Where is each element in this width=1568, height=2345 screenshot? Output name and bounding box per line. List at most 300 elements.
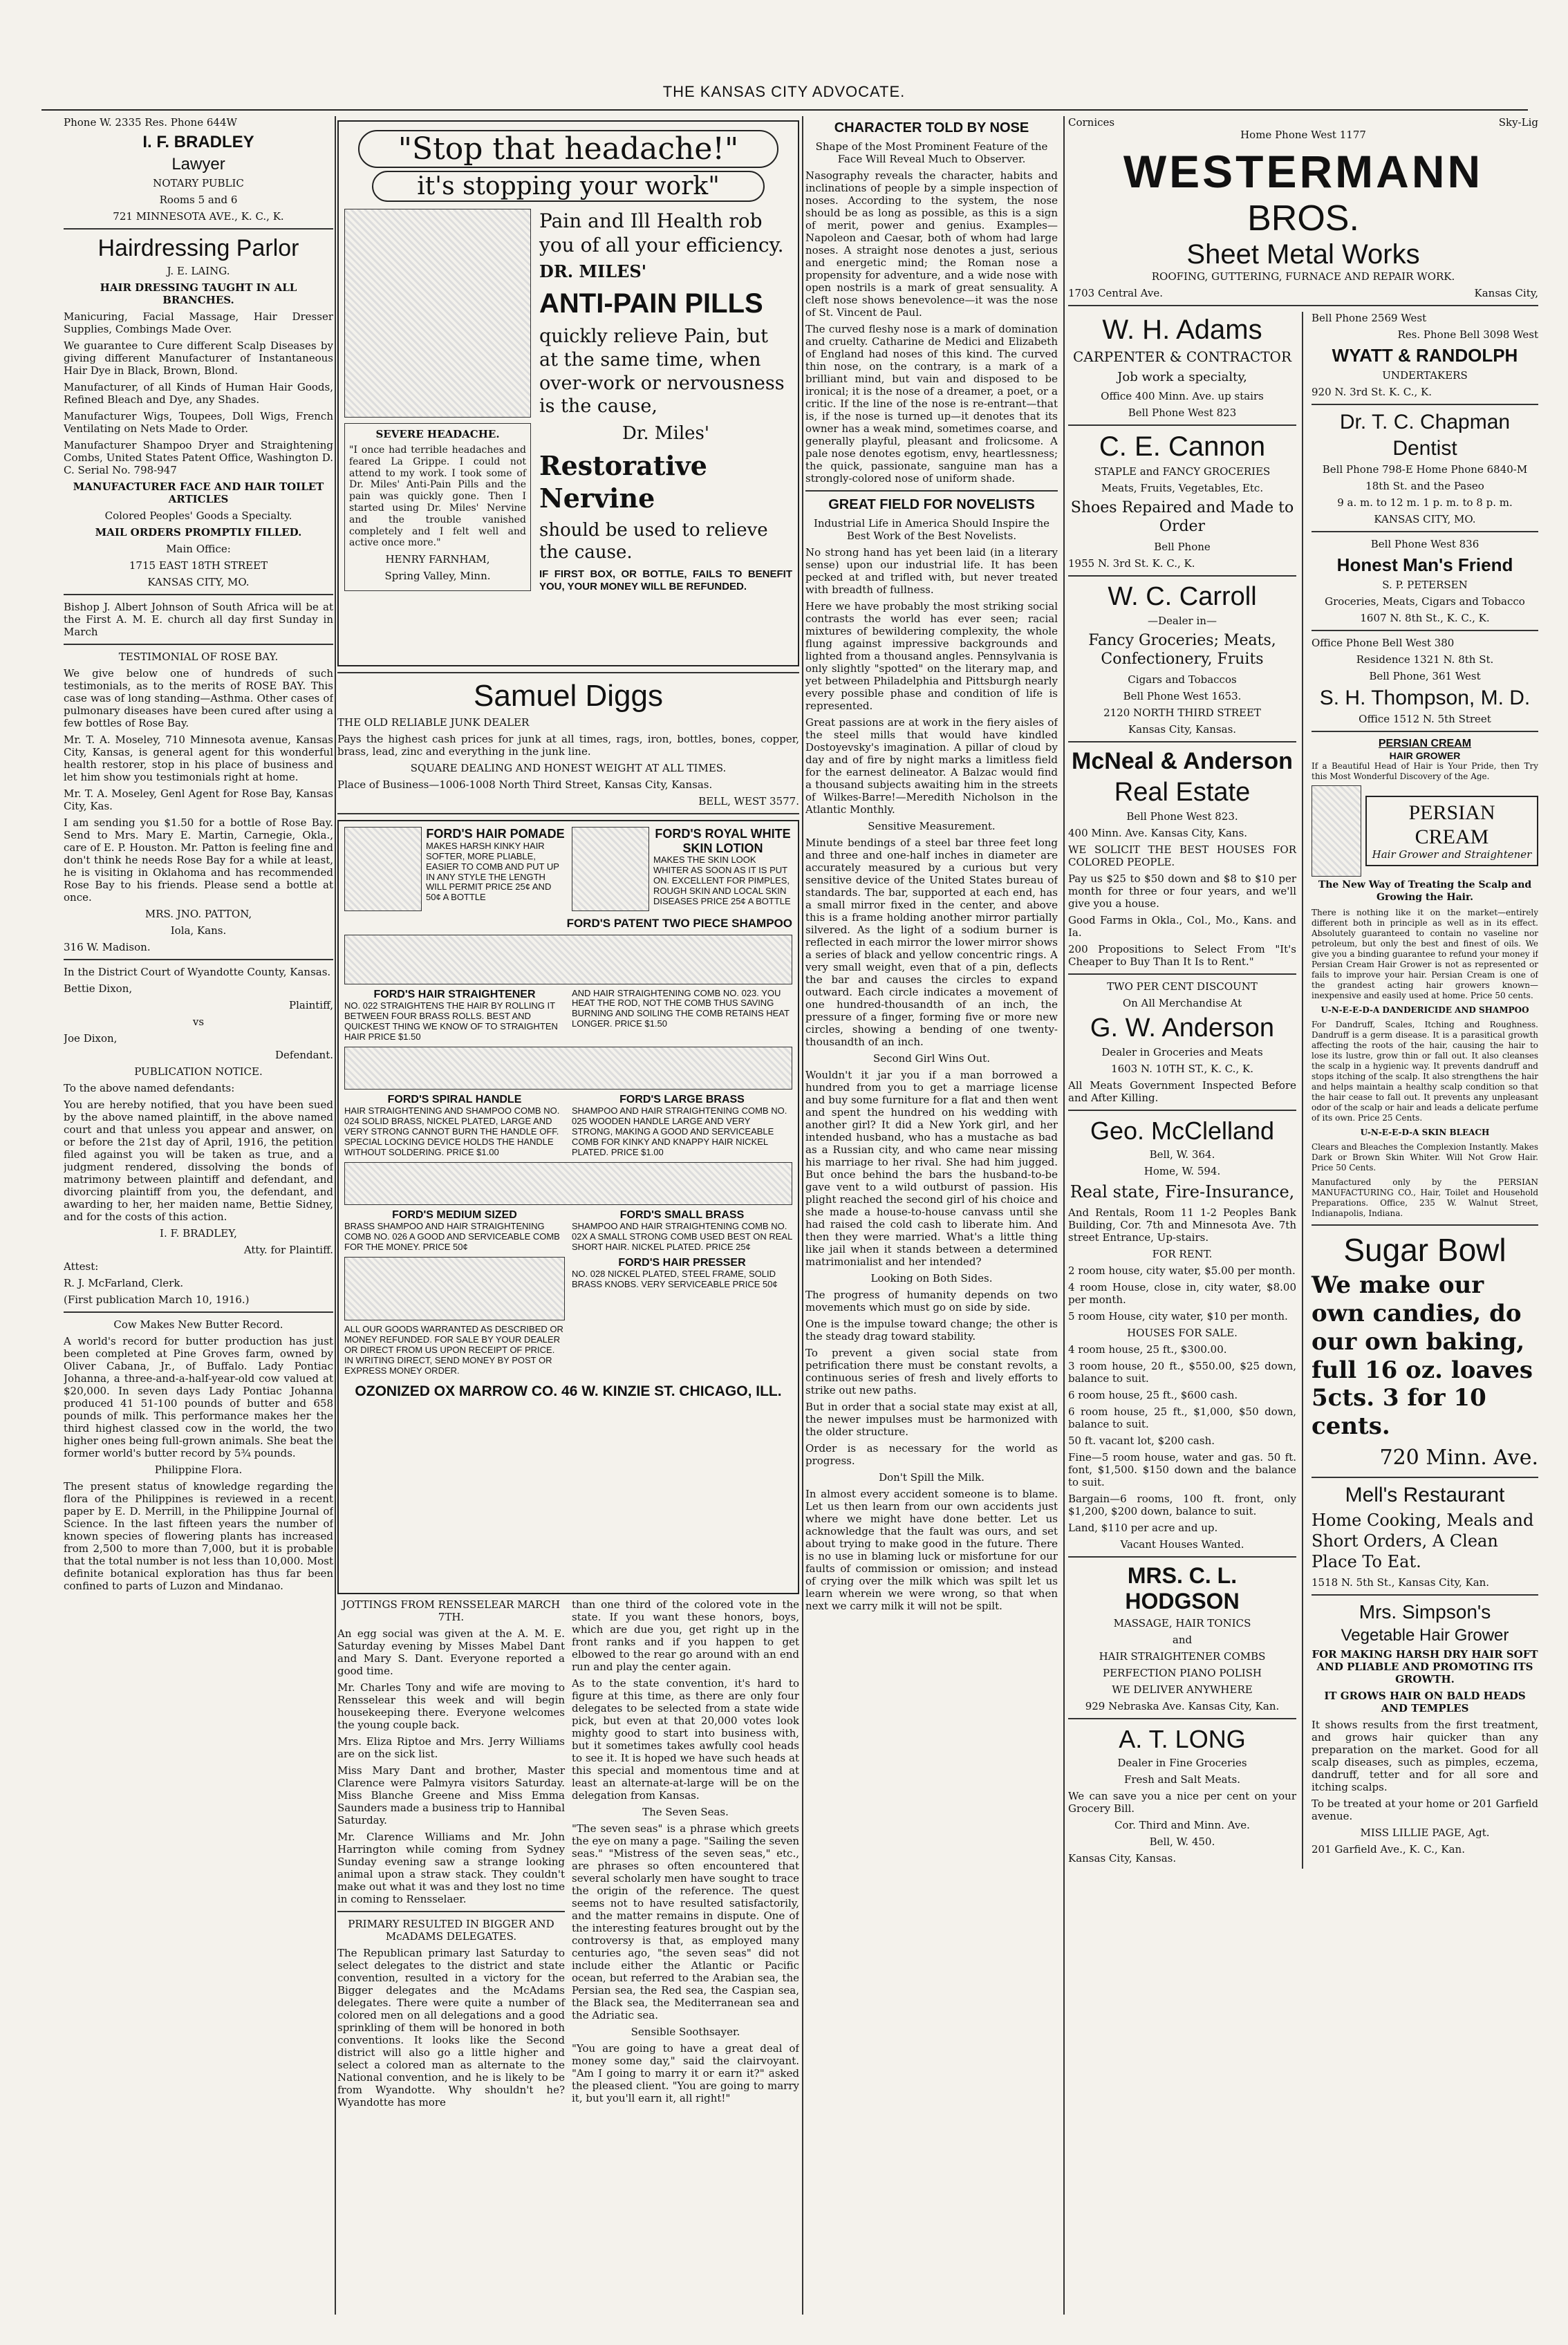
simpson-line: FOR MAKING HARSH DRY HAIR SOFT AND PLIABLE AND PROMOTING ITS GROWTH.	[1312, 1647, 1538, 1685]
simpson-address: 201 Garfield Ave., K. C., Kan.	[1312, 1842, 1465, 1856]
pomade-jar-illustration	[344, 827, 422, 911]
westermann-metal: Sheet Metal Works	[1186, 239, 1420, 270]
parlor-line: Manufacturer Wigs, Toupees, Doll Wigs, French Ventilating on Nets Made to Order.	[64, 410, 333, 435]
persian-title: PERSIAN CREAM	[1378, 738, 1472, 749]
westermann-name: WESTERMANN	[1123, 146, 1484, 197]
jottings-paragraph: Mrs. Eliza Riptoe and Mrs. Jerry Williams are on the sick list.	[337, 1735, 565, 1760]
carroll-name: W. C. Carroll	[1108, 581, 1257, 611]
persian-jar-label: PERSIAN CREAM	[1408, 801, 1495, 848]
ford-large-text: SHAMPOO AND HAIR STRAIGHTENING COMB NO. 025 WOODEN HANDLE LARGE AND VERY STRONG, MAKING A GOOD AND SERVICEABLE COMB FOR KINKY AND KNAPPY HAIR NICKEL PLATED. PRICE $1.00	[572, 1105, 787, 1157]
westermann-bros: BROS.	[1247, 198, 1359, 239]
cannon-trade: STAPLE and FANCY GROCERIES	[1094, 465, 1271, 478]
column-3	[805, 116, 1058, 2315]
divider	[1312, 1224, 1538, 1226]
nose-paragraph: The curved fleshy nose is a mark of domination and cruelty. Catharine de Medici and Elizabeth of England had noses of this kind. The curved thin nose, on the contrary, is a mark of a brilliant mind, but vain and disposed to be ironical; it is the nose of a dreamer, a poet, or a critic. If the line of the nose is re-entrant—that is, if the nose is turned up—it denotes that its owner has a weak mind, sometimes coarse, and generally playful, pleasant and frolicsome. A pale nose denotes egotism, envy, heartlessness; the quick, passionate, sanguine man has a strongly-colored nose of uniform shade.	[805, 323, 1058, 485]
simpson-line: It shows results from the first treatment, and grows hair quicker than any preparation on the market. Good for all scalp diseases, such as pimples, eczema, dandruff, tetter and for all sore and itching scalps.	[1312, 1718, 1538, 1793]
column-rule	[335, 116, 336, 2315]
rose-signature: MRS. JNO. PATTON,	[144, 908, 252, 920]
divider	[64, 1311, 333, 1313]
cow-article	[64, 1318, 333, 1459]
court-clerk: R. J. McFarland, Clerk.	[64, 1277, 184, 1289]
chapman-city: KANSAS CITY, MO.	[1374, 513, 1476, 525]
divider	[64, 594, 333, 595]
novelists-paragraph: Here we have probably the most striking social contrasts the world has ever seen; racial mixtures of bewildering complexity, the whole flung against impressive backgrounds and lighted from a thousand angles. Pennsylvania is only slightly "spotted" on the literary map, and yet between Philadelphia and Pittsburgh nearly every possible phase and condition of life is represented.	[805, 600, 1058, 712]
diggs-sub: THE OLD RELIABLE JUNK DEALER	[337, 716, 530, 729]
mcclelland-ad	[1068, 1117, 1296, 1551]
mell-title: Mell's Restaurant	[1345, 1483, 1505, 1506]
ford-spiral-text: HAIR STRAIGHTENING AND SHAMPOO COMB NO. 024 SOLID BRASS, NICKEL PLATED, LARGE AND VERY STRONG CANNOT BURN THE HANDLE OFF. SPECIAL LOCKING DEVICE HOLDS THE HANDLE WITHOUT SOLDERING. PRICE $1.00	[344, 1105, 560, 1157]
honest-line: 1607 N. 8th St., K. C., K.	[1360, 612, 1490, 624]
persian-maker: Manufactured only by the PERSIAN MANUFACTURING CO., Hair, Toilet and Household Preparations. Office, 235 W. Walnut Street, Indianapolis, Indiana.	[1312, 1177, 1538, 1219]
rose-paragraph: Mr. T. A. Moseley, Genl Agent for Rose Bay, Kansas City, Kas.	[64, 787, 333, 812]
lotion-bottle-illustration	[572, 827, 649, 911]
primary-paragraph: The Republican primary last Saturday to select delegates to the district and state convention, resulted in a victory for the Bigger delegates and the McAdams delegates. There were quite a number of colored men on all delegations and a good sprinkling of them will be honored in both conventions. It looks like the Second district will also go a little higher and select a colored man as alternate to the National convention, and he is likely to be from Wyandotte. Why shouldn't he? Wyandotte has more	[337, 1947, 565, 2109]
ford-comb-023: AND HAIR STRAIGHTENING COMB NO. 023. YOU HEAT THE ROD, NOT THE COMB THUS SAVING BURNING AND SOILING THE COMB RETAINS HEAT LONGER. PRICE $1.50	[572, 987, 790, 1029]
bradley-name: I. F. BRADLEY	[142, 133, 254, 151]
mcneal-paragraph: 200 Propositions to Select From "It's Cheaper to Buy Than It Is to Rent."	[1068, 942, 1296, 968]
divider	[1068, 305, 1538, 306]
simpson-line: IT GROWS HAIR ON BALD HEADS AND TEMPLES	[1324, 1689, 1526, 1715]
divider	[64, 644, 333, 645]
divider	[1312, 630, 1538, 631]
court-line: Bettie Dixon,	[64, 982, 133, 995]
ford-company: OZONIZED OX MARROW CO. 46 W. KINZIE ST. CHICAGO, ILL.	[355, 1383, 782, 1399]
rose-signature: Iola, Kans.	[170, 924, 227, 937]
simpson-title: Mrs. Simpson's	[1359, 1600, 1491, 1623]
ford-large: FORD'S LARGE BRASS	[619, 1093, 745, 1105]
soothsayer-body: "You are going to have a great deal of money some day," said the clairvoyant. "Am I going to marry it or earn it?" asked the pleased client. "You are going to marry it, but you'll earn it, all right!"	[572, 2042, 799, 2104]
parlor-mail: MAIL ORDERS PROMPTLY FILLED.	[95, 526, 302, 539]
rose-title: TESTIMONIAL OF ROSE BAY.	[118, 651, 279, 663]
hodgson-ad	[1068, 1563, 1296, 1712]
measurement-body: Minute bendings of a steel bar three feet long and three and one-half inches in diameter are accurately measured by a curious but very sensitive device of the United States bureau of standards. The bar, supported at each end, has a small mirror fixed in the center, and above this is a frame holding another mirror partially silvered. As the light of a sodium burner is reflected in each mirror the lower mirror shows a series of black and yellow concentric rings. A very small weight, even that of a pin, deflects the bar and causes the circles to expand outward. Each circle indicates a movement of one hundred-thousandth of an inch, the pressure of a finger, forming five or more new circles, showing a bending of one twenty-thousandth of an inch.	[805, 837, 1058, 1048]
novelists-paragraph: Great passions are at work in the fiery aisles of the steel mills that would have kindled Dostoyevsky's imagination. A pillar of cloud by day and of fire by night marks a limitless field for the earnest delineator. A Balzac would find a thousand subjects awaiting him in the streets of Wilkes-Barre!—Meredith Nicholson in the Atlantic Monthly.	[805, 716, 1058, 816]
both-sides-title: Looking on Both Sides.	[870, 1272, 993, 1284]
honest-name: Honest Man's Friend	[1336, 554, 1513, 575]
mcneal-paragraph: WE SOLICIT THE BEST HOUSES FOR COLORED PEOPLE.	[1068, 843, 1296, 868]
milk-body: In almost every accident someone is to blame. Let us then learn from our own accidents just where we might have done better. Let us acknowledge that the fault was ours, and set about trying to make good in the future. There is no use in blaming luck or misfortune for our faults of commission or omission; and instead of crying over the milk which was spilt let us learn wherein we were wrong, so that when next we carry milk it will not be spilt.	[805, 1488, 1058, 1612]
miles-testimonial-title: SEVERE HEADACHE.	[375, 428, 500, 440]
ford-small: FORD'S SMALL BRASS	[619, 1208, 745, 1221]
both-sides-paragraph: Order is as necessary for the world as progress.	[805, 1442, 1058, 1467]
anderson-line: All Meats Government Inspected Before and After Killing.	[1068, 1078, 1296, 1104]
ford-lotion: FORD'S ROYAL WHITE SKIN LOTION	[655, 827, 791, 855]
parlor-line: Manicuring, Facial Massage, Hair Dresser Supplies, Combings Made Over.	[64, 310, 333, 335]
diggs-line: Pays the highest cash prices for junk at all times, rags, iron, bottles, bones, copper, brass, lead, zinc and everything in the junk line.	[337, 733, 799, 758]
mcneal-sub: Real Estate	[1114, 777, 1251, 807]
hodgson-line: HAIR STRAIGHTENER COMBS	[1099, 1650, 1266, 1663]
long-line: Kansas City, Kansas.	[1068, 1851, 1177, 1865]
carroll-ad	[1068, 582, 1296, 736]
sugar-body: We make our own candies, do our own baking, full 16 oz. loaves 5cts. 3 for 10 cents.	[1312, 1271, 1533, 1441]
thompson-name: S. H. Thompson, M. D.	[1319, 686, 1531, 709]
miles-testimonial-body: "I once had terrible headaches and feared La Grippe. I could not attend to my work. I took some of Dr. Miles' Anti-Pain Pills and the pain was quickly gone. Then I started using Dr. Miles' Nervine and the trouble vanished completely and I felt well and active once more."	[349, 445, 526, 549]
girl-body: Wouldn't it jar you if a man borrowed a hundred from you to get a marriage license and buy some furniture for a flat and then went and spent the hundred on his wedding with another girl? It did a New York girl, and her intended husband, who has a mustache as bad as a Russian city, and who came near missing his marriage to her rival. She had him jugged. But once behind the bars the husband-to-be gave vent to a wild outburst of passion. His plight reached the second girl of his choice and she made a house-to-house canvass until she had raised the cold cash to liberate him. And then they were married. What's a little thing like jail when it stands between a determined matrimonialist and her intended?	[805, 1069, 1058, 1268]
ford-guarantee: ALL OUR GOODS WARRANTED AS DESCRIBED OR MONEY REFUNDED. FOR SALE BY YOUR DEALER OR DIRECT FROM US UPON RECEIPT OF PRICE. IN WRITING DIRECT, SEND MONEY BY POST OR EXPRESS MONEY ORDER.	[344, 1323, 563, 1376]
cannon-address: 1955 N. 3rd St. K. C., K.	[1068, 557, 1195, 570]
simpson-line: To be treated at your home or 201 Garfield avenue.	[1312, 1797, 1538, 1822]
miles-testimonial-signature: HENRY FARNHAM,	[385, 553, 490, 566]
persian-way: The New Way of Treating the Scalp and Growing the Hair.	[1318, 879, 1532, 903]
seas-body: "The seven seas" is a phrase which greets the eye on many a page. "Sailing the seven seas." "Mistress of the seven seas," etc., are phrases so often encountered that several scholarly men have sought to trace the origin of the reference. The quest seems not to have resulted satisfactorily, and the matter remains in dispute. One of the interesting features brought out by the controversy is that, as employed many centuries ago, "the seven seas" did not include either the Atlantic or Pacific ocean, but referred to the Arabian sea, the Persian sea, the Red sea, the Caspian sea, the Black sea, the Mediterranean sea and the Adriatic sea.	[572, 1822, 799, 2021]
divider	[64, 228, 333, 230]
adams-trade: CARPENTER & CONTRACTOR	[1072, 348, 1291, 365]
persian-sub: HAIR GROWER	[1389, 750, 1461, 762]
ford-spiral: FORD'S SPIRAL HANDLE	[387, 1093, 522, 1105]
persian-jar-sub: Hair Grower and Straightener	[1372, 848, 1532, 861]
flora-article	[64, 1464, 333, 1592]
mcclelland-phone: Bell, W. 364.	[1149, 1148, 1215, 1161]
miles-drm: Dr. Miles'	[622, 423, 710, 444]
parlor-line: Manufacturer, of all Kinds of Human Hair Goods, Refined Bleach and Dye, any Shades.	[64, 381, 333, 406]
westermann-sky: Sky-Lig	[1498, 116, 1538, 129]
westermann-city: Kansas City,	[1474, 287, 1538, 299]
primary-title: PRIMARY RESULTED IN BIGGER AND McADAMS DELEGATES.	[348, 1918, 554, 1943]
both-sides-paragraph: To prevent a given social state from petrification there must be constant revolts, a continuous series of fresh and lively efforts to strike out new paths.	[805, 1347, 1058, 1396]
cannon-bell: Bell Phone	[1154, 540, 1211, 553]
wyatt-address: 920 N. 3rd St. K. C., K.	[1312, 386, 1432, 398]
mcneal-phone: Bell Phone West 823.	[1126, 810, 1238, 823]
anderson-ad	[1068, 980, 1296, 1104]
cow-body: A world's record for butter production has just been completed at Pine Groves farm, owned by Oliver Cabana, Jr., of Buffalo. Lady Pontiac Johanna, a three-and-a-half-year-old cow valued at $20,000. In seven days Lady Pontiac Johanna produced 41 51-100 pounds of butter and 658 pounds of milk. This performance makes her the third highest classed cow in the world, the two higher ones being full-grown animals. She beat the former world's butter record by 5¾ pounds.	[64, 1335, 333, 1459]
divider	[1312, 404, 1538, 405]
miles-testimonial-location: Spring Valley, Minn.	[384, 570, 491, 583]
sugar-bowl-ad	[1312, 1231, 1538, 1470]
sugar-address: 720 Minn. Ave.	[1379, 1446, 1538, 1470]
column-2	[337, 116, 799, 2315]
mcneal-anderson-ad	[1068, 748, 1296, 968]
mcclelland-sale: 6 room house, 25 ft., $1,000, $50 down, balance to suit.	[1068, 1405, 1296, 1430]
miles-pills: ANTI-PAIN PILLS	[539, 288, 763, 319]
thompson-res: Residence 1321 N. 8th St.	[1356, 653, 1494, 666]
parlor-title: Hairdressing Parlor	[97, 235, 299, 261]
mcclelland-rent: 2 room house, city water, $5.00 per month.	[1068, 1264, 1296, 1277]
ford-medium: FORD'S MEDIUM SIZED	[392, 1208, 517, 1221]
mcclelland-sale: Land, $110 per acre and up.	[1068, 1521, 1218, 1534]
court-line: To the above named defendants:	[64, 1082, 235, 1094]
carroll-line: Kansas City, Kansas.	[1128, 722, 1237, 736]
parlor-address: 1715 EAST 18TH STREET	[129, 559, 268, 572]
mcneal-paragraph: Good Farms in Okla., Col., Mo., Kans. and Ia.	[1068, 913, 1296, 939]
court-line: In the District Court of Wyandotte County, Kansas.	[64, 966, 331, 978]
anderson-line: 1603 N. 10TH ST., K. C., K.	[1111, 1062, 1253, 1075]
bradley-rooms: Rooms 5 and 6	[159, 194, 238, 206]
uneeda-bleach-text: Clears and Bleaches the Complexion Instantly. Makes Dark or Brown Skin Whiter. Will Not Grow Hair. Price 50 Cents.	[1312, 1142, 1538, 1173]
jottings-paragraph: An egg social was given at the A. M. E. Saturday evening by Misses Mabel Dant and Mary S. Dant. Everyone reported a good time.	[337, 1627, 565, 1677]
flora-title: Philippine Flora.	[154, 1464, 243, 1476]
miles-headline: "Stop that headache!"	[358, 130, 778, 168]
nose-title: CHARACTER TOLD BY NOSE	[834, 120, 1029, 136]
mells-restaurant-ad	[1312, 1484, 1538, 1589]
chapman-ad	[1312, 411, 1538, 525]
westermann-roofing: ROOFING, GUTTERING, FURNACE AND REPAIR WORK.	[1151, 270, 1455, 283]
parlor-owner: J. E. LAING.	[167, 265, 230, 277]
ford-patent: FORD'S PATENT TWO PIECE SHAMPOO	[566, 917, 792, 930]
court-attest: Attest:	[64, 1260, 99, 1273]
hodgson-line: and	[1172, 1633, 1193, 1646]
adams-job: Job work a specialty,	[1117, 370, 1247, 384]
anderson-line: Dealer in Groceries and Meats	[1101, 1045, 1263, 1058]
miles-used: should be used to relieve the cause.	[539, 519, 768, 563]
long-ad	[1068, 1725, 1296, 1865]
divider	[1068, 1110, 1296, 1111]
hodgson-line: 929 Nebraska Ave. Kansas City, Kan.	[1085, 1699, 1280, 1712]
long-line: Fresh and Salt Meats.	[1123, 1773, 1241, 1786]
mcneal-address: 400 Minn. Ave. Kansas City, Kans.	[1068, 826, 1248, 839]
mcclelland-name: Geo. McClelland	[1090, 1116, 1275, 1145]
rose-bay-testimonial	[64, 651, 333, 953]
miles-dr: DR. MILES'	[539, 261, 647, 281]
long-line: Bell, W. 450.	[1149, 1835, 1215, 1848]
milk-title: Don't Spill the Milk.	[879, 1471, 984, 1484]
divider	[1068, 973, 1296, 975]
novelists-paragraph: No strong hand has yet been laid (in a literary sense) upon our industrial life. It has been pecked at and trifled with, but never treated with breadth of fullness.	[805, 546, 1058, 596]
adams-name: W. H. Adams	[1102, 315, 1262, 345]
carroll-line: 2120 NORTH THIRD STREET	[1103, 706, 1261, 719]
wyatt-bell: Bell Phone 2569 West	[1312, 312, 1427, 324]
divider	[1068, 424, 1296, 426]
adams-ad	[1068, 315, 1296, 419]
ford-lotion-text: MAKES THE SKIN LOOK WHITER AS SOON AS IT IS PUT ON. EXCELLENT FOR PIMPLES, ROUGH SKIN AND LOCAL SKIN DISEASES PRICE 25¢ A BOTTLE	[653, 854, 791, 907]
thompson-bell: Bell Phone, 361 West	[1369, 670, 1481, 682]
parlor-address: KANSAS CITY, MO.	[147, 576, 250, 588]
comb-illustration	[344, 1047, 792, 1090]
mcclelland-sale: Fine—5 room house, water and gas. 50 ft. font, $1,500. $150 down and the balance to suit.	[1068, 1450, 1296, 1488]
carroll-line: Bell Phone West 1653.	[1123, 689, 1242, 702]
mell-address: 1518 N. 5th St., Kansas City, Kan.	[1312, 1576, 1490, 1589]
rose-paragraph: Mr. T. A. Moseley, 710 Minnesota avenue, Kansas City, Kansas, is general agent for this wonderful health restorer, stop in his place of business and let him show you testimonials right at home.	[64, 734, 333, 783]
divider	[337, 813, 799, 814]
long-name: A. T. LONG	[1119, 1724, 1246, 1753]
miles-relieve: quickly relieve Pain, but at the same time, when over-work or nervousness is the cause,	[539, 326, 785, 418]
adams-office: Office 400 Minn. Ave. up stairs	[1101, 389, 1264, 402]
carroll-line: Fancy Groceries; Meats, Confectionery, Fruits	[1088, 631, 1276, 668]
uneeda-dandericide: U-N-E-E-D-A DANDERICIDE AND SHAMPOO	[1320, 1005, 1529, 1016]
soothsayer-title: Sensible Soothsayer.	[631, 2026, 740, 2038]
miles-refund: IF FIRST BOX, OR BOTTLE, FAILS TO BENEFIT YOU, YOUR MONEY WILL BE REFUNDED.	[539, 568, 792, 593]
hodgson-name: MRS. C. L. HODGSON	[1125, 1562, 1240, 1614]
westermann-phone: Home Phone West 1177	[1240, 129, 1366, 141]
long-line: We can save you a nice per cent on your Grocery Bill.	[1068, 1789, 1296, 1815]
carroll-line: Cigars and Tobaccos	[1128, 673, 1237, 686]
simpson-agent: MISS LILLIE PAGE, Agt.	[1360, 1826, 1490, 1839]
rose-signature: 316 W. Madison.	[64, 941, 151, 953]
ford-small-text: SHAMPOO AND HAIR STRAIGHTENING COMB NO. 02X A SMALL STRONG COMB USED BEST ON REAL SHORT HAIR. NICKEL PLATED. PRICE 25¢	[572, 1221, 792, 1253]
masthead-rule	[41, 109, 1528, 111]
presser-illustration	[344, 1257, 565, 1320]
uneeda-dandericide-text: For Dandruff, Scales, Itching and Roughness. Dandruff is a germ disease. It is a parasitical growth affecting the roots of the hair, causing the hair to lose its lustre, grow thin or fall out. It also cleanses the scalp in a hygienic way. It prevents dandruff and stops itching of the scalp. It also strengthens the hair and helps maintain a healthy scalp condition so that the hair cease to fall out. It prevents any unpleasant odor of the scalp or hair and leads a delicate perfume of its own. Price 25 Cents.	[1312, 1020, 1538, 1123]
samuel-diggs-ad	[337, 679, 799, 807]
divider	[337, 1911, 565, 1912]
court-attorney: Atty. for Plaintiff.	[243, 1244, 333, 1256]
hodgson-line: WE DELIVER ANYWHERE	[1112, 1683, 1253, 1696]
novelists-title: GREAT FIELD FOR NOVELISTS	[828, 497, 1035, 512]
column-rule	[1063, 116, 1065, 2315]
rose-paragraph: We give below one of hundreds of such testimonials, as to the merits of ROSE BAY. This case was of long standing—Asthma. Other cases of pulmonary diseases have been cured after using a few bottles of Rose Bay.	[64, 667, 333, 729]
mell-body: Home Cooking, Meals and Short Orders, A Clean Place To Eat.	[1312, 1510, 1534, 1571]
headache-man-illustration	[344, 209, 531, 418]
court-body: You are hereby notified, that you have been sued by the above named plaintiff, in the above named court and that unless you appear and answer, on or before the 21st day of April, 1916, the petition filed against you will be taken as true, and a judgment rendered, dissolving the bonds of matrimony between plaintiff and defendant, and divorcing plaintiff from you, the defendant, and awarding to her, her maiden name, Bettie Sidney, and for the costs of this action.	[64, 1099, 333, 1223]
cow-title: Cow Makes New Butter Record.	[113, 1318, 283, 1331]
anderson-name: G. W. Anderson	[1090, 1013, 1275, 1043]
jottings-paragraph: Mr. Clarence Williams and Mr. John Harrington while coming from Sydney Sunday evening saw a strange looking animal upon a straw stack. They couldn't make out what it was and they lost no time in coming to Rensselaer.	[337, 1831, 565, 1905]
cannon-name: C. E. Cannon	[1099, 431, 1266, 462]
court-line: Joe Dixon,	[64, 1032, 118, 1045]
primary-continued: As to the state convention, it's hard to figure at this time, as there are only four delegates to be selected from a state wide pick, but even at that 20,000 votes look mighty good to start into business with, but it sometimes takes awfully cool heads to see it. It is hoped we have such heads at this special and momentous time and at least an alternate-at-large will be on the delegation from Kansas.	[572, 1677, 799, 1802]
simpson-hair-grower-ad	[1312, 1601, 1538, 1856]
long-line: Dealer in Fine Groceries	[1117, 1756, 1247, 1769]
chapman-sub: Dentist	[1392, 437, 1457, 460]
jottings-paragraph: Mr. Charles Tony and wife are moving to Rensselear this week and will begin housekeeping there. Everyone welcomes the young couple back.	[337, 1681, 565, 1731]
hairdressing-parlor-ad	[64, 235, 333, 588]
honest-bell: Bell Phone West 836	[1370, 538, 1480, 550]
parlor-line: We guarantee to Cure different Scalp Diseases by giving different Manufacturer of Instantaneous Hair Dye in Black, Brown, Blond.	[64, 339, 333, 377]
court-signature: I. F. BRADLEY,	[160, 1227, 237, 1240]
both-sides-paragraph: But in order that a social state may exist at all, the newer impulses must be harmonized with the older structure.	[805, 1401, 1058, 1438]
wyatt-randolph-ad	[1312, 312, 1538, 398]
both-sides-paragraph: The progress of humanity depends on two movements which must go on side by side.	[805, 1289, 1058, 1314]
thompson-address: Office 1512 N. 5th Street	[1359, 713, 1491, 725]
mcclelland-heading: Real state, Fire-Insurance,	[1070, 1181, 1295, 1202]
honest-line: Groceries, Meats, Cigars and Tobacco	[1325, 595, 1525, 608]
jottings-title: JOTTINGS FROM RENSSELEAR MARCH 7TH.	[342, 1598, 561, 1623]
court-line: Defendant.	[275, 1049, 333, 1061]
nose-paragraph: Nasography reveals the character, habits and inclinations of people by a simple inspection of noses. According to the system, the nose should be as long as possible, as this is a sign of merit, power and genius. Examples—Napoleon and Caesar, both of whom had large noses. A straight nose denotes a just, serious and energetic mind; the Roman nose a propensity for adventure, and a wide nose with open nostrils is a mark of great sensuality. A cleft nose shows benevolence—it was the nose of St. Vincent de Paul.	[805, 169, 1058, 319]
primary-continued: than one third of the colored vote in the state. If you want these honors, boys, which are due you, get right up in the front ranks and if you happen to get elbowed to the rear go around with an end run and play the center again.	[572, 1598, 799, 1673]
mcclelland-sale: 4 room house, 25 ft., $300.00.	[1068, 1343, 1227, 1356]
court-publication: (First publication March 10, 1916.)	[64, 1293, 250, 1306]
divider	[1312, 1594, 1538, 1596]
honest-owner: S. P. PETERSEN	[1382, 579, 1468, 591]
uneeda-bleach: U-N-E-E-D-A SKIN BLEACH	[1360, 1128, 1490, 1138]
diggs-name: Samuel Diggs	[474, 679, 663, 713]
mcclelland-address: And Rentals, Room 11 1-2 Peoples Bank Building, Cor. 7th and Minnesota Ave. 7th street Entrance, Up-stairs.	[1068, 1206, 1296, 1244]
comb-illustration	[344, 1162, 792, 1205]
novelists-subtitle: Industrial Life in America Should Inspire the Best Work of the Best Novelists.	[813, 517, 1050, 542]
masthead: THE KANSAS CITY ADVOCATE.	[662, 83, 906, 100]
divider	[64, 959, 333, 960]
bradley-address: 721 MINNESOTA AVE., K. C., K.	[113, 210, 284, 223]
parlor-footer: MANUFACTURER FACE AND HAIR TOILET ARTICLES	[73, 480, 324, 505]
both-sides-paragraph: One is the impulse toward change; the other is the steady drag toward stability.	[805, 1318, 1058, 1343]
divider	[1312, 531, 1538, 532]
mcclelland-sale: Vacant Houses Wanted.	[1120, 1538, 1244, 1551]
divider	[1068, 1556, 1296, 1558]
ford-pomade-text: MAKES HARSH KINKY HAIR SOFTER, MORE PLIABLE, EASIER TO COMB AND PUT UP IN ANY STYLE THE LENGTH WILL PERMIT PRICE 25¢ AND 50¢ A BOTTLE	[426, 840, 559, 903]
divider	[1312, 731, 1538, 732]
wyatt-sub: UNDERTAKERS	[1382, 369, 1468, 382]
ford-straightener-text: NO. 022 STRAIGHTENS THE HAIR BY ROLLING IT BETWEEN FOUR BRASS ROLLS. BEST AND QUICKEST THING WE KNOW OF TO STRAIGHTEN HAIR PRICE $1.50	[344, 1000, 558, 1042]
divider	[805, 490, 1058, 492]
woman-illustration	[1312, 785, 1361, 877]
cannon-ad	[1068, 431, 1296, 570]
girl-title: Second Girl Wins Out.	[873, 1052, 990, 1065]
parlor-line: Manufacturer Shampoo Dryer and Straightening Combs, United States Patent Office, Washington D. C. Serial No. 798-947	[64, 439, 333, 476]
comb-illustration	[344, 935, 792, 984]
simpson-sub: Vegetable Hair Grower	[1341, 1625, 1509, 1645]
parlor-colored: Colored Peoples' Goods a Specialty.	[104, 510, 292, 522]
parlor-office: Main Office:	[166, 543, 231, 555]
carroll-dealer: —Dealer in—	[1148, 614, 1217, 627]
sugar-title: Sugar Bowl	[1343, 1232, 1506, 1269]
publication-notice	[64, 966, 333, 1306]
court-title: PUBLICATION NOTICE.	[134, 1065, 263, 1078]
mcclelland-sale: 3 room house, 20 ft., $550.00, $25 down, balance to suit.	[1068, 1359, 1296, 1385]
column-4	[1068, 116, 1538, 2315]
cannon-items: Meats, Fruits, Vegetables, Etc.	[1101, 481, 1264, 494]
bradley-ad	[64, 116, 333, 223]
mcclelland-sale: 6 room house, 25 ft., $600 cash.	[1068, 1388, 1238, 1401]
diggs-line: BELL, WEST 3577.	[698, 795, 799, 807]
parlor-taught: HAIR DRESSING TAUGHT IN ALL BRANCHES.	[100, 281, 297, 306]
honest-mans-friend-ad	[1312, 538, 1538, 624]
divider	[1312, 1477, 1538, 1478]
adams-phone: Bell Phone West 823	[1128, 406, 1237, 419]
court-line: vs	[192, 1016, 205, 1028]
divider	[1068, 575, 1296, 577]
mcclelland-rent-title: FOR RENT.	[1152, 1247, 1213, 1260]
measurement-title: Sensitive Measurement.	[868, 820, 996, 832]
court-line: Plaintiff,	[288, 999, 333, 1011]
hodgson-line: PERFECTION PIANO POLISH	[1103, 1666, 1262, 1679]
mcclelland-sale: Bargain—6 rooms, 100 ft. front, only $1,200, $200 down, balance to suit.	[1068, 1492, 1296, 1517]
ford-presser-text: NO. 028 NICKEL PLATED, STEEL FRAME, SOLID BRASS KNOBS. VERY SERVICEABLE PRICE 50¢	[572, 1269, 778, 1290]
chapman-name: Dr. T. C. Chapman	[1339, 411, 1511, 433]
jottings-paragraph: Miss Mary Dant and brother, Master Clarence were Palmyra visitors Saturday. Miss Blanche Greene and Miss Emma Saunders made a business trip to Hannibal Saturday.	[337, 1764, 565, 1827]
ford-straightener: FORD'S HAIR STRAIGHTENER	[373, 988, 536, 1000]
bradley-title: Lawyer	[171, 155, 225, 174]
chapman-hours: 9 a. m. to 12 m. 1 p. m. to 8 p. m.	[1337, 496, 1513, 509]
dr-miles-ad	[337, 120, 799, 666]
wyatt-res: Res. Phone Bell 3098 West	[1397, 328, 1538, 341]
rose-paragraph: I am sending you $1.50 for a bottle of Rose Bay. Send to Mrs. Mary E. Martin, Carnegie, Okla., care of E. P. Houston. Mr. Patton is feeling fine and don't think he needs Rose Bay for a while at least, he is visiting in Oklahoma and has recommended Rose Bay to his friends. Please send a bottle at once.	[64, 816, 333, 904]
mcclelland-phone: Home, W. 594.	[1144, 1164, 1221, 1177]
ford-presser: FORD'S HAIR PRESSER	[618, 1256, 746, 1269]
long-line: Cor. Third and Minn. Ave.	[1114, 1818, 1250, 1831]
chapman-address: 18th St. and the Paseo	[1365, 480, 1484, 492]
miles-subheadline: it's stopping your work"	[372, 171, 765, 202]
column-rule	[802, 116, 803, 2315]
westermann-address: 1703 Central Ave.	[1068, 287, 1164, 299]
mcclelland-sale-title: HOUSES FOR SALE.	[1127, 1326, 1238, 1339]
anderson-discount: TWO PER CENT DISCOUNT	[1107, 980, 1258, 993]
hodgson-line: MASSAGE, HAIR TONICS	[1113, 1616, 1251, 1629]
thompson-office: Office Phone Bell West 380	[1312, 637, 1455, 649]
thompson-ad	[1312, 637, 1538, 725]
persian-intro: If a Beautiful Head of Hair is Your Pride, then Try this Most Wonderful Discovery of the Age.	[1312, 761, 1538, 781]
divider	[1068, 741, 1296, 742]
seas-title: The Seven Seas.	[642, 1806, 729, 1818]
chapman-phones: Bell Phone 798-E Home Phone 6840-M	[1322, 463, 1528, 476]
diggs-line: Place of Business—1006-1008 North Third Street, Kansas City, Kansas.	[337, 778, 713, 791]
persian-cream-ad	[1312, 738, 1538, 1219]
anderson-on: On All Merchandise At	[1122, 996, 1242, 1009]
miles-nervine: Restorative Nervine	[539, 449, 707, 514]
bradley-phones: Phone W. 2335 Res. Phone 644W	[64, 116, 237, 129]
bradley-sub: NOTARY PUBLIC	[153, 177, 244, 189]
ford-products-ad	[337, 820, 799, 1594]
mcneal-name: McNeal & Anderson	[1072, 747, 1293, 774]
ford-medium-text: BRASS SHAMPOO AND HAIR STRAIGHTENING COMB NO. 026 A GOOD AND SERVICEABLE COMB FOR THE MONEY. PRICE 50¢	[344, 1221, 560, 1253]
mcclelland-rent: 4 room House, close in, city water, $8.00 per month.	[1068, 1280, 1296, 1306]
column-1	[64, 116, 333, 2315]
westermann-ad	[1068, 116, 1538, 299]
mcclelland-sale: 50 ft. vacant lot, $200 cash.	[1068, 1434, 1215, 1447]
divider	[1068, 1718, 1296, 1719]
miles-pain: Pain and Ill Health rob you of all your efficiency.	[539, 209, 784, 256]
wyatt-name: WYATT & RANDOLPH	[1332, 345, 1518, 366]
flora-body: The present status of knowledge regarding the flora of the Philippines is reviewed in a recent paper by E. D. Merrill, in the Philippine Journal of Science. In the last fifteen years the number of known species of flowering plants has increased from 2,500 to more than 7,000, but it is probable that the total number is not less than 10,000. Most definite botanical exploration has thus far been confined to parts of Luzon and Mindanao.	[64, 1480, 333, 1592]
